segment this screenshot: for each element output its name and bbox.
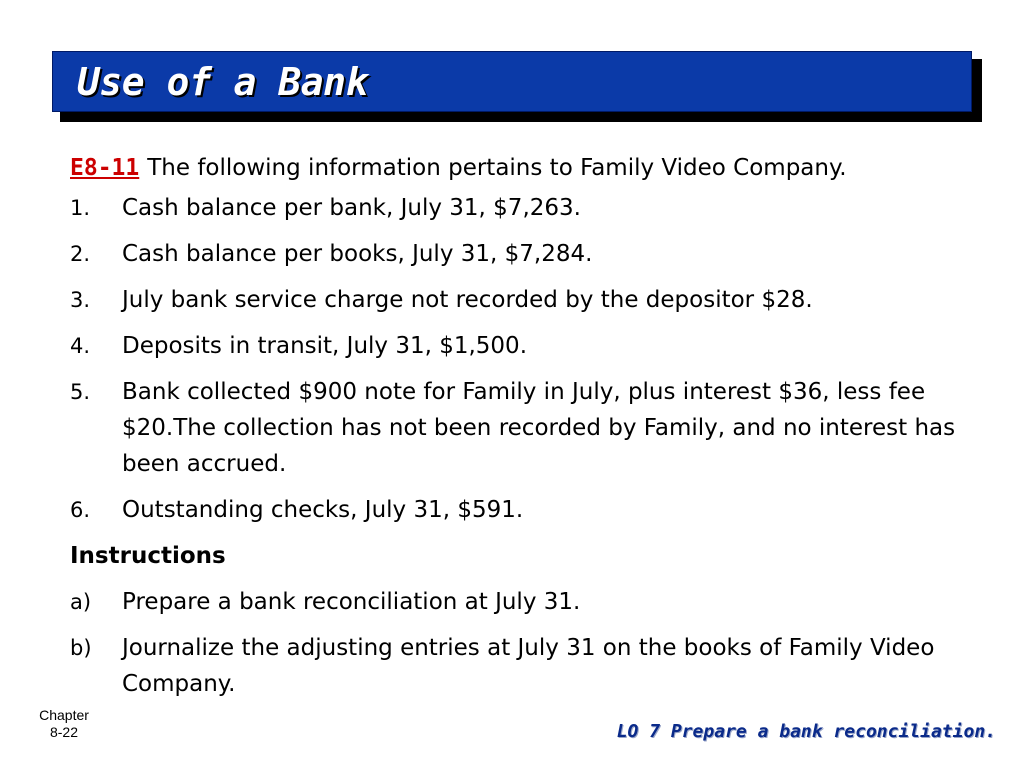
- list-item: [70, 282, 1010, 318]
- chapter-label: Chapter: [39, 707, 89, 723]
- list-item: [70, 236, 1010, 272]
- list-item: [70, 190, 1010, 226]
- list-marker: 4.: [70, 334, 91, 358]
- list-marker: 1.: [70, 196, 91, 220]
- instruction-item: [70, 584, 1010, 620]
- learning-objective: LO 7 Prepare a bank reconciliation.: [616, 721, 996, 742]
- instruction-marker: a): [70, 590, 92, 614]
- instruction-marker: b): [70, 636, 92, 660]
- title-bar: [52, 51, 972, 112]
- list-item: [70, 492, 1010, 528]
- list-item-text: Cash balance per books, July 31, $7,284.: [122, 241, 593, 267]
- list-item-text: Cash balance per bank, July 31, $7,263.: [122, 195, 581, 221]
- list-marker: 2.: [70, 242, 91, 266]
- slide-title: Use of a Bank: [77, 60, 368, 104]
- slide-content: [70, 150, 1010, 712]
- list-marker: 6.: [70, 498, 91, 522]
- instructions-heading: Instructions: [70, 543, 226, 569]
- list-marker: 5.: [70, 380, 91, 404]
- instruction-text: Prepare a bank reconciliation at July 31.: [122, 589, 581, 615]
- exercise-code: E8-11: [70, 155, 140, 181]
- list-item: [70, 328, 1010, 364]
- intro-text: The following information pertains to Family Video Company.: [147, 155, 847, 181]
- list-marker: 3.: [70, 288, 91, 312]
- list-item-text: July bank service charge not recorded by the depositor $28.: [122, 287, 813, 313]
- list-item-text: Bank collected $900 note for Family in July, plus interest $36, less fee $20.The collection has not been recorded by Family, and no interest has been accrued.: [122, 379, 956, 477]
- instruction-item: [70, 630, 1010, 702]
- list-item-text: Outstanding checks, July 31, $591.: [122, 497, 524, 523]
- exercise-intro: [70, 150, 1010, 190]
- list-item: [70, 374, 1010, 482]
- slide-number: 8-22: [49, 724, 79, 740]
- instruction-text: Journalize the adjusting entries at July 31 on the books of Family Video Company.: [122, 635, 935, 697]
- chapter-label-block: [24, 707, 104, 741]
- list-item-text: Deposits in transit, July 31, $1,500.: [122, 333, 528, 359]
